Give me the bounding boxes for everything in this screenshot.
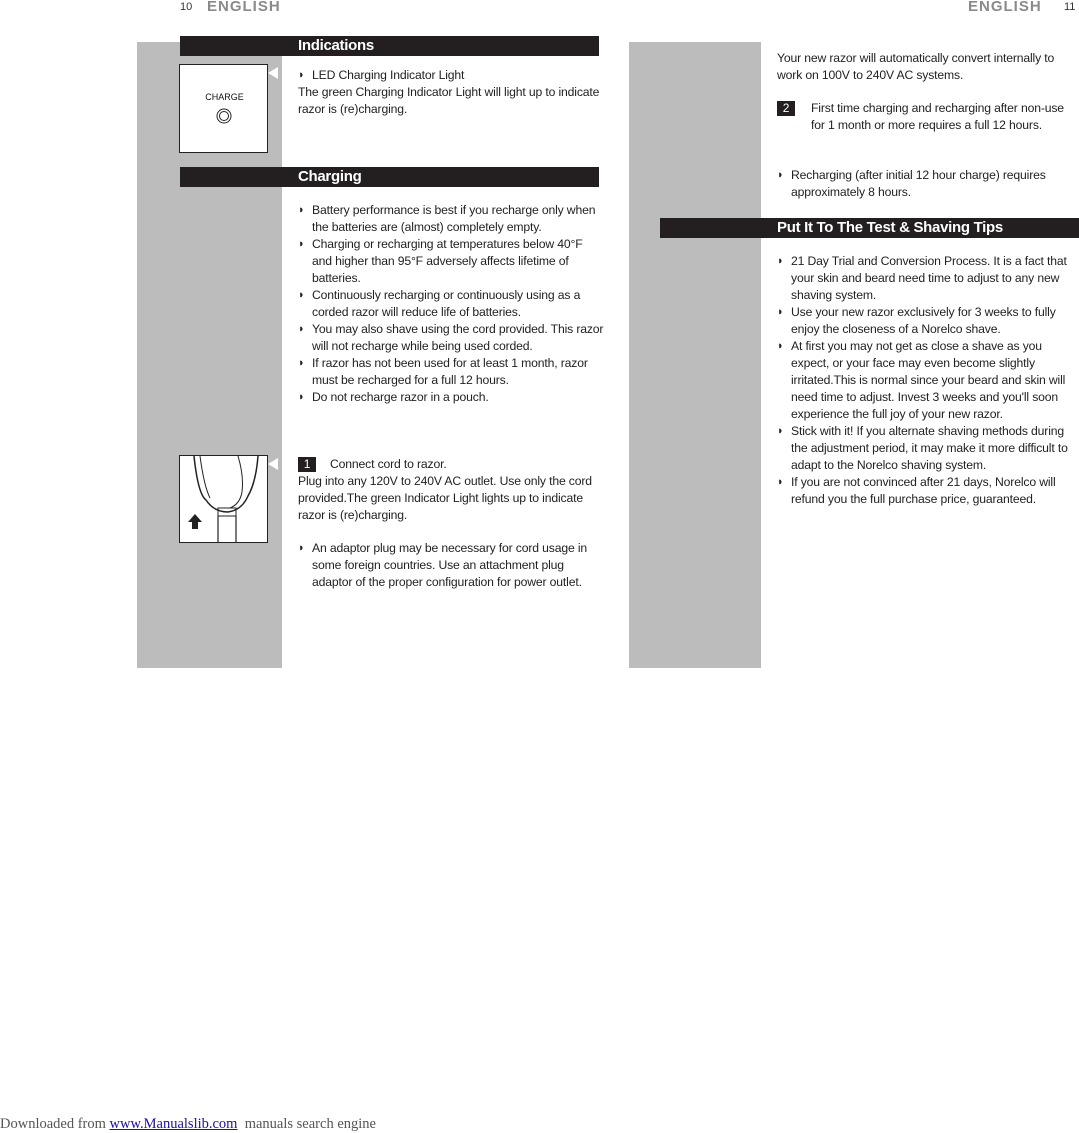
list-item: ◗ 21 Day Trial and Conversion Process. It is a fact that your skin and beard need time to adjust to any new shaving system. — [777, 254, 1067, 302]
step-2-block — [777, 100, 1079, 134]
step-1-title: Connect cord to razor. — [330, 457, 447, 471]
bullet-icon: ◗ — [777, 425, 784, 437]
step-2-text: First time charging and recharging after non-use for 1 month or more requires a full 12 hours. — [811, 101, 1064, 132]
download-footer — [0, 1116, 376, 1133]
bullet-icon: ◗ — [298, 289, 305, 301]
section-header-tips: Put It To The Test & Shaving Tips — [660, 218, 1079, 238]
right-language-label: ENGLISH — [968, 0, 1042, 15]
bullet-icon: ◗ — [777, 255, 784, 267]
bullet-icon: ◗ — [298, 391, 305, 403]
bullet-icon: ◗ — [777, 169, 784, 181]
manualslib-link[interactable]: www.Manualslib.com — [109, 1116, 238, 1132]
list-item: ◗ Continuously recharging or continuously using as a corded razor will reduce life of batteries. — [298, 288, 581, 319]
right-page-number: 11 — [1064, 1, 1076, 13]
list-item: ◗ If razor has not been used for at least 1 month, razor must be recharged for a full 12 hours. — [298, 356, 588, 387]
list-item: ◗ At first you may not get as close a shave as you expect, or your face may even become slightly irritated.This is normal since your beard and skin will need time to adjust. Invest 3 weeks and you'll soon experience the full joy of your new razor. — [777, 339, 1066, 421]
voltage-intro: Your new razor will automatically convert internally to work on 100V to 240V AC systems. — [777, 51, 1055, 82]
tips-bullets — [777, 253, 1079, 508]
left-page-number: 10 — [180, 1, 193, 13]
bullet-icon: ◗ — [777, 306, 784, 318]
bullet-icon: ◗ — [298, 204, 305, 216]
list-item: ◗ Charging or recharging at temperatures below 40°F and higher than 95°F adversely affects lifetime of batteries. — [298, 237, 583, 285]
list-item: ◗ Stick with it! If you alternate shaving methods during the adjustment period, it may make it more difficult to adapt to the Norelco shaving system. — [777, 424, 1068, 472]
adaptor-note: ◗ An adaptor plug may be necessary for cord usage in some foreign countries. Use an attachment plug adaptor of the proper configuration for power outlet. — [298, 541, 588, 589]
bullet-icon: ◗ — [298, 69, 305, 81]
figure-pointer — [268, 458, 278, 470]
led-indicator-icon — [216, 108, 232, 124]
charge-label: CHARGE — [205, 92, 244, 102]
figure-pointer — [268, 67, 278, 79]
led-indicator-description: The green Charging Indicator Light will light up to indicate razor is (re)charging. — [298, 85, 600, 116]
led-indicator-title: LED Charging Indicator Light — [312, 68, 465, 82]
footer-prefix: Downloaded from — [0, 1116, 110, 1132]
list-item: ◗ Use your new razor exclusively for 3 weeks to fully enjoy the closeness of a Norelco shave. — [777, 305, 1056, 336]
list-item: ◗ If you are not convinced after 21 days, Norelco will refund you the full purchase price, guaranteed. — [777, 475, 1056, 506]
list-item: ◗ Do not recharge razor in a pouch. — [298, 390, 489, 404]
step-1-block — [298, 456, 603, 524]
list-item: ◗ You may also shave using the cord provided. This razor will not recharge while being used corded. — [298, 322, 604, 353]
bullet-icon: ◗ — [298, 357, 305, 369]
bullet-icon: ◗ — [298, 542, 305, 554]
footer-suffix: manuals search engine — [244, 1116, 376, 1132]
left-language-label: ENGLISH — [207, 0, 281, 15]
razor-cord-figure — [179, 455, 268, 543]
charging-bullets — [298, 202, 604, 406]
indications-text — [298, 67, 603, 118]
recharge-note: ◗ Recharging (after initial 12 hour charge) requires approximately 8 hours. — [777, 168, 1046, 199]
bullet-icon: ◗ — [777, 340, 784, 352]
step-2-badge: 2 — [777, 101, 795, 116]
bullet-icon: ◗ — [298, 323, 305, 335]
charge-indicator-figure — [179, 64, 268, 153]
bullet-icon: ◗ — [777, 476, 784, 488]
step-1-text: Plug into any 120V to 240V AC outlet. Use only the cord provided.The green Indicator Light lights up to indicate razor is (re)charging. — [298, 474, 592, 522]
right-margin-column — [629, 42, 761, 668]
list-item: ◗ Battery performance is best if you recharge only when the batteries are (almost) completely empty. — [298, 203, 596, 234]
razor-illustration-icon — [180, 456, 267, 542]
step-1-badge: 1 — [298, 457, 316, 472]
section-header-charging: Charging — [180, 167, 599, 187]
section-header-indications: Indications — [180, 36, 599, 56]
bullet-icon: ◗ — [298, 238, 305, 250]
